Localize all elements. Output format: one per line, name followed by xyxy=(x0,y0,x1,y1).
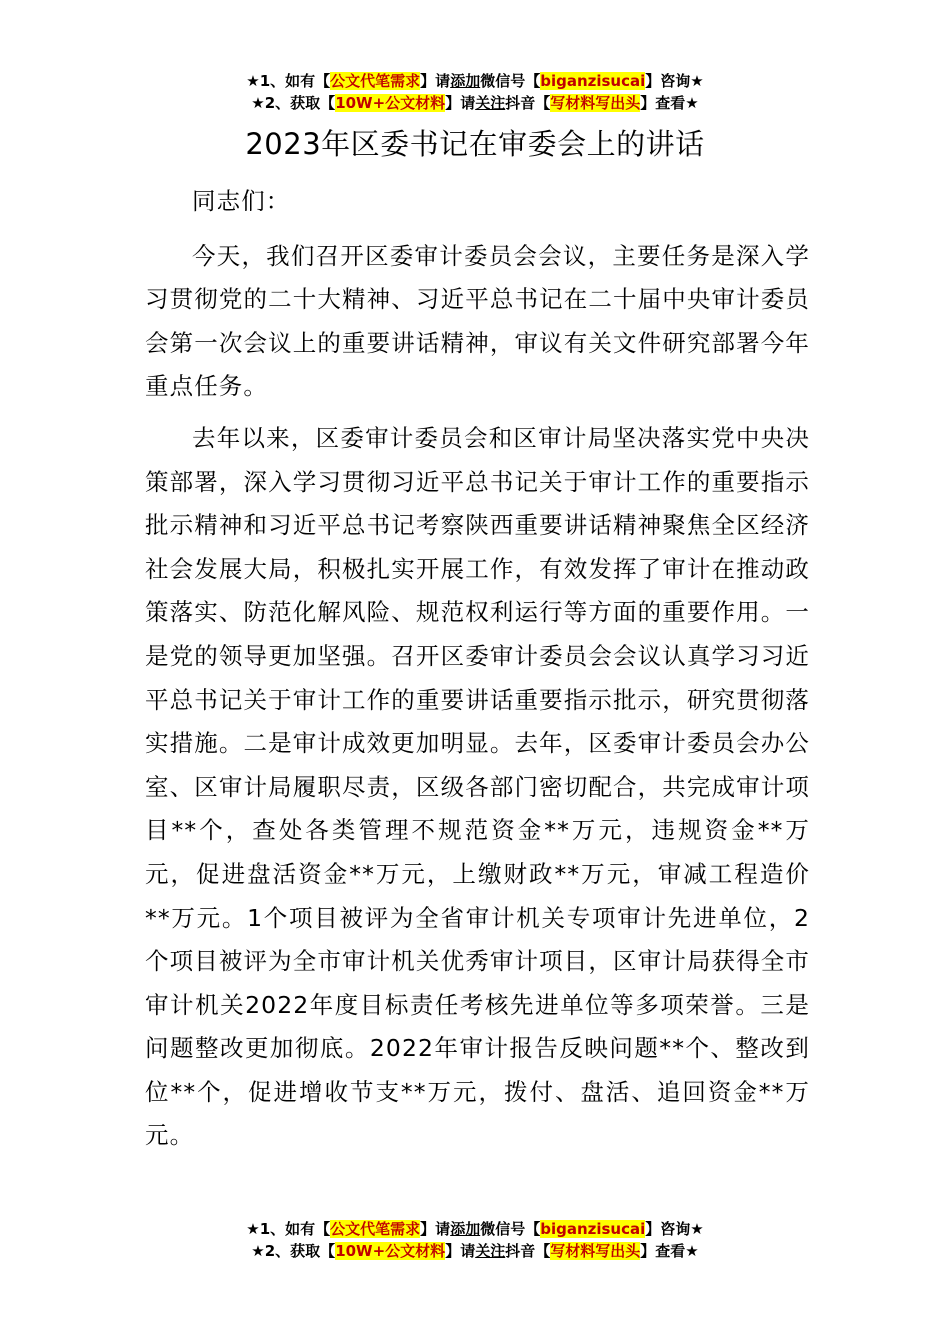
highlight-materials: 10W+公文材料 xyxy=(335,94,446,112)
highlight-douyin-account: 写材料写出头 xyxy=(550,1242,641,1260)
highlight-douyin-account: 写材料写出头 xyxy=(550,94,641,112)
top-banner xyxy=(0,70,950,114)
document-body xyxy=(145,180,810,1166)
highlight-service: 公文代笔需求 xyxy=(330,1220,421,1238)
paragraph-1: 今天，我们召开区委审计委员会会议，主要任务是深入学习贯彻党的二十大精神、习近平总书记在二十届中央审计委员会第一次会议上的重要讲话精神，审议有关文件研究部署今年重点任务。 xyxy=(145,241,810,401)
highlight-wechat-id: biganzisucai xyxy=(540,1220,646,1238)
paragraph-2: 去年以来，区委审计委员会和区审计局坚决落实党中央决策部署，深入学习贯彻习近平总书记关于审计工作的重要指示批示精神和习近平总书记考察陕西重要讲话精神聚焦全区经济社会发展大局，积极扎实开展工作，有效发挥了审计在推动政策落实、防范化解风险、规范权利运行等方面的重要作用。一是党的领导更加坚强。召开区委审计委员会会议认真学习习近平总书记关于审计工作的重要讲话重要指示批示，研究贯彻落实措施。二是审计成效更加明显。去年，区委审计委员会办公室、区审计局履职尽责，区级各部门密切配合，共完成审计项目**个，查处各类管理不规范资金**万元，违规资金**万元，促进盘活资金**万元，上缴财政**万元，审减工程造价**万元。1个项目被评为全省审计机关专项审计先进单位，2个项目被评为全市审计机关优秀审计项目，区审计局获得全市审计机关2022年度目标责任考核先进单位等多项荣誉。三是问题整改更加彻底。2022年审计报告反映问题**个、整改到位**个，促进增收节支**万元，拨付、盘活、追回资金**万元。 xyxy=(145,423,810,1150)
highlight-service: 公文代笔需求 xyxy=(330,72,421,90)
bottom-banner xyxy=(0,1218,950,1262)
document-title: 2023年区委书记在审委会上的讲话 xyxy=(245,127,705,161)
highlight-materials: 10W+公文材料 xyxy=(335,1242,446,1260)
banner-line-2: ★2、获取【10W+公文材料】请关注抖音【写材料写出头】查看★ xyxy=(251,94,699,112)
banner-line-1: ★1、如有【公文代笔需求】请添加微信号【biganzisucai】咨询★ xyxy=(246,1220,704,1238)
salutation: 同志们： xyxy=(192,187,291,215)
banner-line-2: ★2、获取【10W+公文材料】请关注抖音【写材料写出头】查看★ xyxy=(251,1242,699,1260)
highlight-wechat-id: biganzisucai xyxy=(540,72,646,90)
banner-line-1: ★1、如有【公文代笔需求】请添加微信号【biganzisucai】咨询★ xyxy=(246,72,704,90)
